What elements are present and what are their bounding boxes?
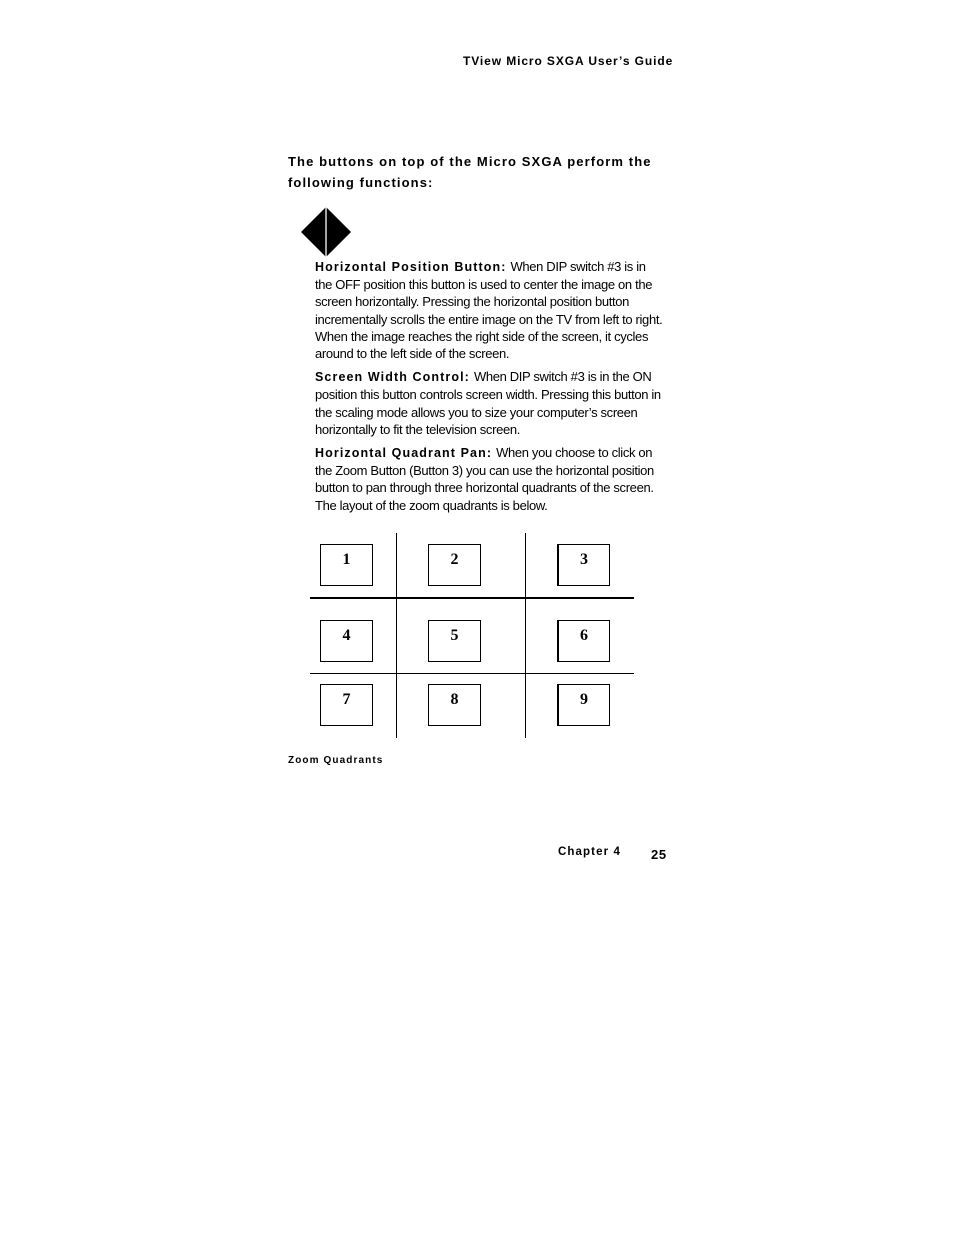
function-label: Horizontal Position Button: (315, 260, 507, 274)
quadrant-box: 8 (428, 684, 481, 726)
figure-caption: Zoom Quadrants (288, 755, 384, 766)
quadrant-box: 9 (557, 684, 610, 726)
quadrant-box: 6 (557, 620, 610, 662)
function-list (315, 258, 663, 520)
function-label: Screen Width Control: (315, 370, 470, 385)
intro-paragraph: The buttons on top of the Micro SXGA perform the following functions: (288, 154, 652, 190)
function-item-screen-width (315, 368, 663, 438)
running-header: TView Micro SXGA User’s Guide (463, 54, 674, 68)
zoom-quadrant-diagram (310, 533, 635, 738)
function-description: When DIP switch #3 is in the OFF position this button is used to center the image on the screen horizontally. Pressing the horizontal position button incrementally scrolls the entire image on the TV from left to right. When the image reaches the right side of the screen, it cycles around to the left side of the screen. (315, 259, 663, 362)
function-label: Horizontal Quadrant Pan: (315, 446, 493, 461)
footer-chapter: Chapter 4 (558, 846, 621, 858)
quadrant-box: 1 (320, 544, 373, 586)
quadrant-box: 4 (320, 620, 373, 662)
function-item-horizontal-position (315, 258, 663, 362)
grid-divider-vertical (396, 533, 397, 738)
diamond-bullet-icon (300, 206, 352, 258)
quadrant-box: 2 (428, 544, 481, 586)
quadrant-box: 3 (557, 544, 610, 586)
grid-divider-vertical (525, 533, 526, 738)
page-number: 25 (651, 847, 667, 862)
grid-divider-horizontal (310, 597, 634, 599)
quadrant-box: 7 (320, 684, 373, 726)
grid-divider-horizontal (310, 673, 634, 674)
function-description: When you choose to click on the Zoom Button (Button 3) you can use the horizontal position button to pan through three horizontal quadrants of the screen. The layout of the zoom quadrants is below. (315, 445, 654, 513)
function-description: When DIP switch #3 is in the ON position this button controls screen width. Pressing this button in the scaling mode allows you to size your computer’s screen horizontally to fit the television screen. (315, 369, 661, 437)
function-item-horizontal-quadrant-pan (315, 444, 663, 514)
quadrant-box: 5 (428, 620, 481, 662)
